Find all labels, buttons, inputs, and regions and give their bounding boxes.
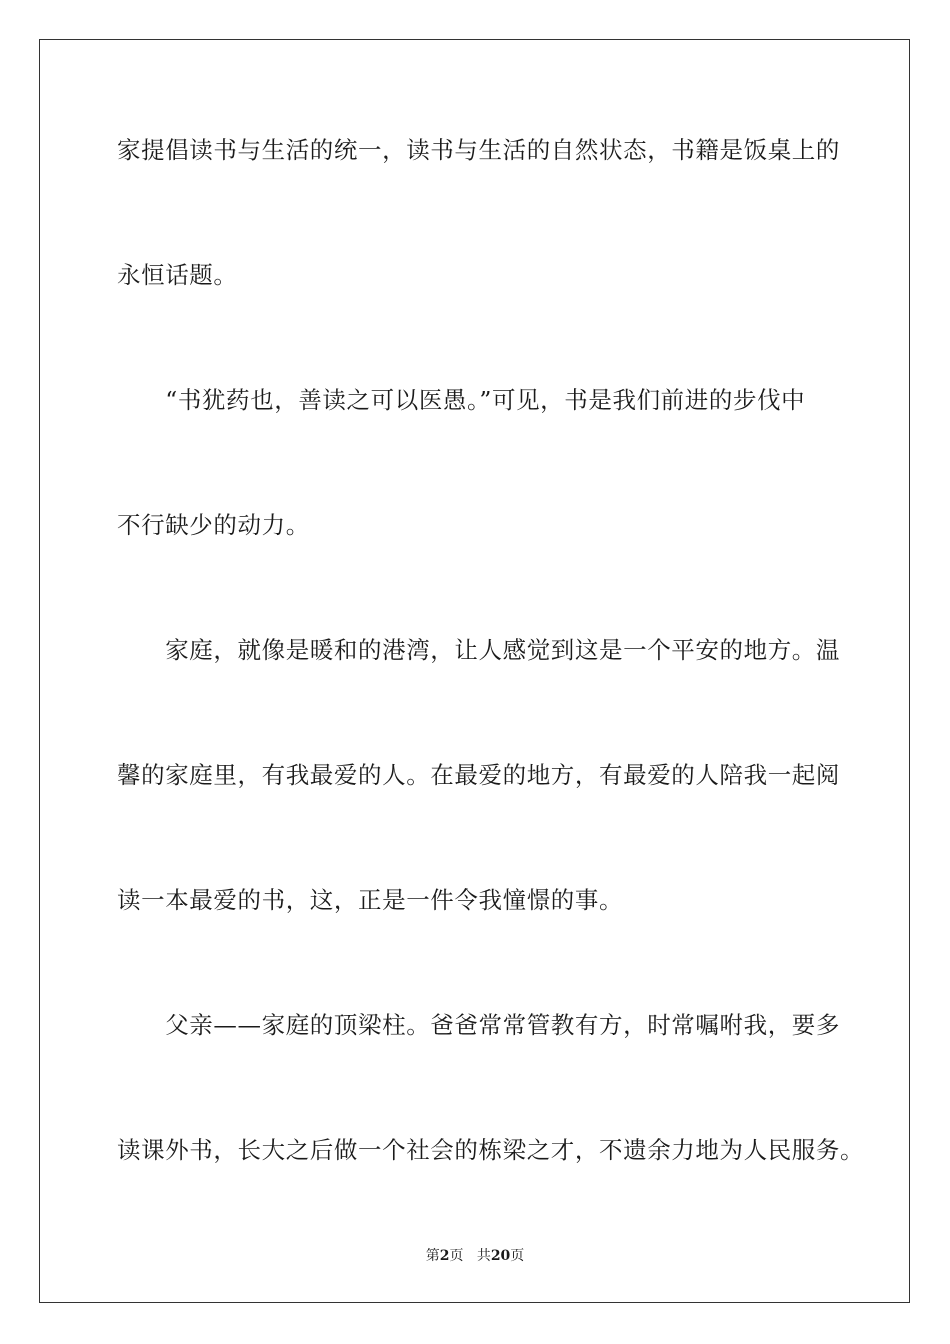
total-prefix: 共	[476, 1248, 491, 1264]
total-pages: 20	[490, 1248, 511, 1264]
text-line-4: 不行缺少的动力。	[117, 511, 310, 539]
text-line-3: “书犹药也，善读之可以医愚。”可见，书是我们前进的步伐中	[117, 386, 806, 414]
page-footer	[0, 1246, 950, 1266]
text-line-8: 父亲——家庭的顶梁柱。爸爸常常管教有方，时常嘱咐我，要多	[117, 1011, 840, 1039]
text-line-7: 读一本最爱的书，这，正是一件令我憧憬的事。	[117, 886, 624, 914]
page-number: 2	[439, 1248, 450, 1264]
text-line-5: 家庭，就像是暖和的港湾，让人感觉到这是一个平安的地方。温	[117, 636, 840, 664]
text-line-6: 馨的家庭里，有我最爱的人。在最爱的地方，有最爱的人陪我一起阅	[117, 761, 840, 789]
text-line-2: 永恒话题。	[117, 261, 238, 289]
page-suffix: 页	[449, 1248, 464, 1264]
text-line-9: 读课外书，长大之后做一个社会的栋梁之才，不遗余力地为人民服务。	[117, 1136, 865, 1164]
total-suffix: 页	[510, 1248, 525, 1264]
text-line-1: 家提倡读书与生活的统一，读书与生活的自然状态，书籍是饭桌上的	[117, 136, 840, 164]
page-border	[39, 39, 910, 1303]
page-prefix: 第	[425, 1248, 440, 1264]
